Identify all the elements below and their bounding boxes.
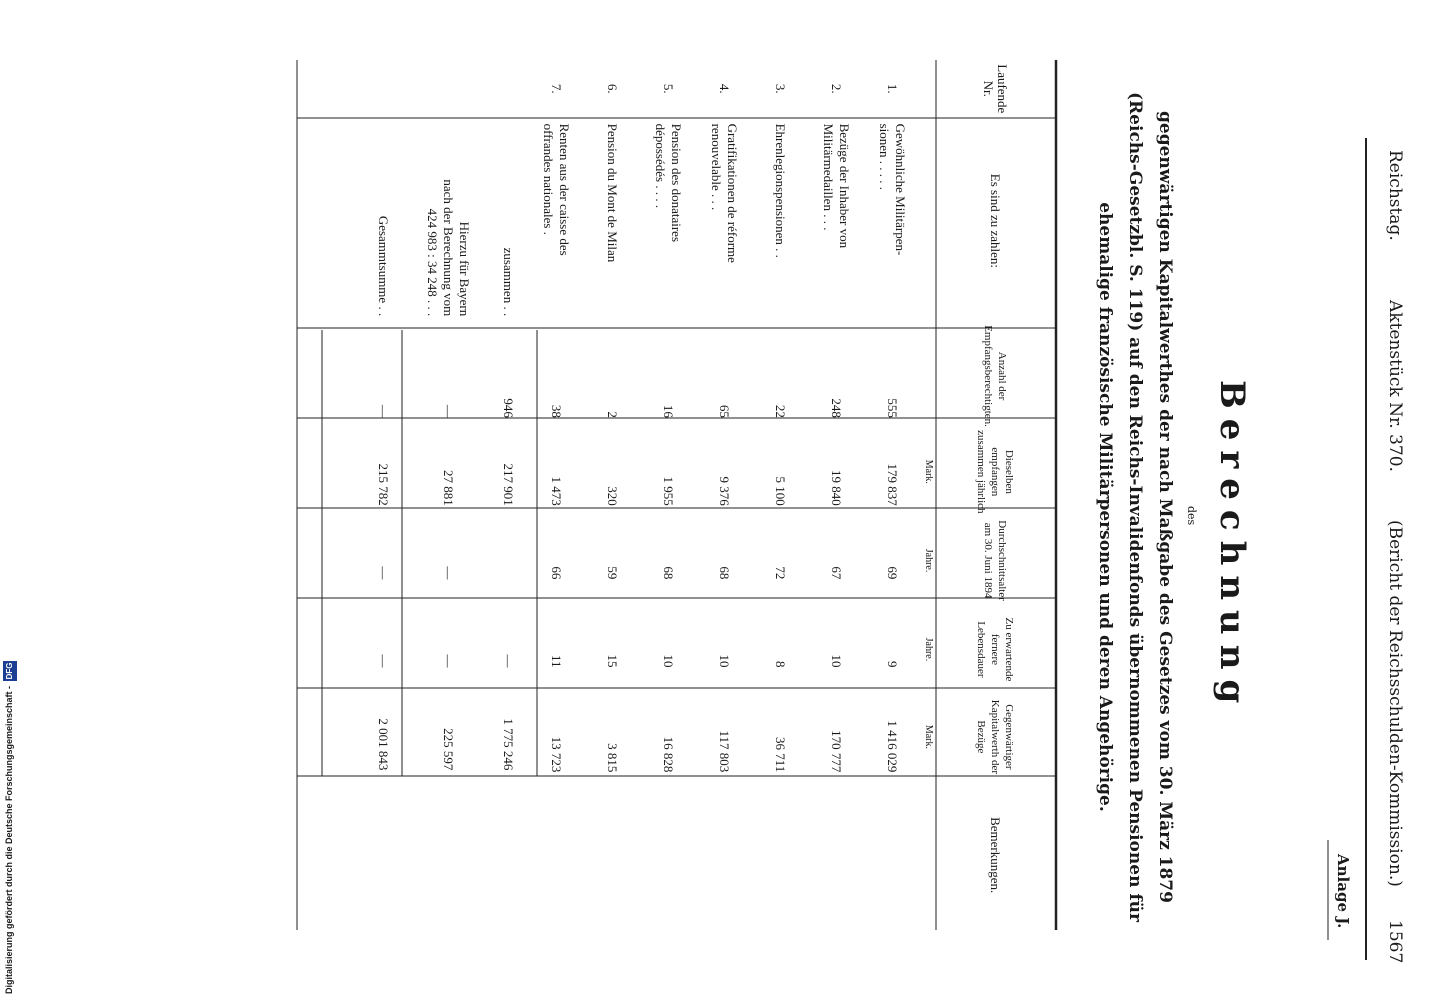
row-avg-age: 66 — [549, 566, 564, 580]
row-count: 2 — [605, 411, 620, 418]
row-no: 7. — [549, 83, 564, 94]
row-amount: 320 — [605, 486, 620, 506]
row-count: 65 — [717, 404, 732, 418]
row-amount: 1 955 — [661, 476, 676, 506]
subtotal-row-amount: 217 901 — [501, 463, 516, 506]
bavaria-row-capital: 225 597 — [441, 728, 456, 771]
bavaria-row-life: — — [441, 654, 456, 668]
row-avg-age: 69 — [885, 566, 900, 580]
row-amount: 1 473 — [549, 476, 564, 506]
row-amount: 5 100 — [773, 476, 788, 506]
row-amount: 9 376 — [717, 476, 732, 506]
bavaria-row-amount: 27 881 — [441, 470, 456, 506]
total-row-label: Gesammtsumme . . — [376, 215, 391, 317]
row-no: 2. — [829, 83, 844, 94]
row-capital: 1 416 029 — [885, 720, 900, 773]
dfg-logo: DFG — [3, 661, 17, 682]
row-desc-1: Gratifikationen de réforme — [725, 123, 740, 263]
row-avg-age: 72 — [773, 566, 788, 580]
col-header-no: Laufende Nr. — [981, 64, 1010, 114]
bavaria-row-label-2: nach der Berechnung vom — [441, 179, 456, 317]
row-no: 1. — [885, 83, 900, 94]
row-amount: 19 840 — [829, 470, 844, 506]
total-row-capital: 2 001 843 — [376, 718, 391, 771]
row-no: 4. — [717, 83, 732, 94]
bavaria-row-label-1: Hierzu für Bayern — [457, 221, 472, 317]
header-left: Reichstag. — [1385, 150, 1405, 241]
subtotal-row-count: 946 — [501, 398, 516, 418]
header-doc-no: Aktenstück Nr. 370. — [1385, 300, 1405, 472]
bavaria-row-count: — — [441, 404, 456, 418]
row-life: 10 — [829, 654, 844, 668]
unit-avg-age: Jahre. — [923, 548, 934, 573]
row-capital: 16 828 — [661, 736, 676, 773]
row-avg-age: 68 — [661, 566, 676, 580]
row-desc-1: Bezüge der Inhaber von — [837, 123, 852, 249]
header-annex: Anlage J. — [1334, 854, 1352, 929]
row-desc-1: Renten aus der caisse des — [557, 123, 572, 256]
page-title: Berechnung — [1212, 380, 1252, 714]
header-page-number: 1567 — [1385, 920, 1405, 964]
subtotal-row-capital: 1 775 246 — [501, 718, 516, 771]
row-desc-2: renouvelable . . . — [709, 123, 724, 211]
col-header-capital: Gegenwärtiger Kapitalwerth der Bezüge — [975, 699, 1015, 775]
col-header-remarks: Bemerkungen. — [988, 817, 1003, 894]
row-desc-1: Ehrenlegionspensionen . . — [773, 123, 788, 258]
row-desc-1: Gewöhnliche Militärpen- — [893, 123, 908, 256]
row-avg-age: 59 — [605, 566, 620, 580]
row-desc-2: Militärmedaillen . . . — [821, 123, 836, 231]
bavaria-row-label-3: 424 983 : 34 248 . . . — [425, 208, 440, 317]
col-header-count: Anzahl der Empfangsberechtigten. — [982, 325, 1008, 427]
row-capital: 3 815 — [605, 743, 620, 773]
row-life: 10 — [661, 654, 676, 668]
row-desc-2: sionen . . . . . — [877, 123, 892, 191]
row-count: 22 — [773, 404, 788, 418]
row-life: 10 — [717, 654, 732, 668]
total-row-avg-age: — — [376, 566, 391, 580]
page-subtitle: des — [1185, 506, 1198, 526]
col-header-life: Zu erwartende fernere Lebensdauer — [975, 617, 1015, 682]
row-avg-age: 67 — [829, 566, 844, 580]
col-header-avg-age: Durchschnittsalter am 30. Juni 1894 — [982, 520, 1008, 601]
total-row-life: — — [376, 654, 391, 668]
row-amount: 179 837 — [885, 463, 900, 506]
total-row-amount: 215 782 — [376, 463, 391, 506]
digitization-note-text: Digitalisierung gefördert durch die Deutsche Forschungsgemeinschaft - — [4, 685, 14, 994]
row-life: 9 — [885, 661, 900, 668]
row-life: 15 — [605, 654, 620, 668]
unit-capital: Mark. — [923, 724, 934, 749]
row-no: 3. — [773, 83, 788, 94]
row-no: 5. — [661, 83, 676, 94]
header-committee: (Bericht der Reichsschulden-Kommission.) — [1385, 520, 1405, 887]
subtotal-row-label: zusammen . . — [501, 247, 516, 317]
row-desc-1: Pension des donataires — [669, 123, 684, 243]
intro-paragraph: gegenwärtigen Kapitalwerthes der nach Maßgabe des Gesetzes vom 30. März 1879 (Reichs-Gesetzbl. S. 119) auf den Reichs-Invalidenfonds übernommenen Pensionen für ehemalige französische Militärpersonen und deren Angehörige. — [1095, 92, 1175, 922]
row-desc-2: dépossédés . . . . — [653, 123, 668, 209]
total-row-count: — — [376, 404, 391, 418]
row-capital: 170 777 — [829, 730, 844, 773]
row-count: 16 — [661, 404, 676, 418]
row-count: 555 — [885, 398, 900, 418]
row-desc-2: offrandes nationales . — [541, 123, 556, 235]
row-no: 6. — [605, 83, 620, 94]
digitization-note — [2, 604, 16, 994]
row-capital: 36 711 — [773, 737, 788, 773]
row-life: 11 — [549, 654, 564, 668]
row-life: 8 — [773, 661, 788, 668]
row-desc-1: Pension du Mont de Milan — [605, 123, 620, 263]
row-count: 248 — [829, 398, 844, 418]
col-header-amount: Dieselben empfangen zusammen jährlich — [975, 430, 1015, 514]
row-count: 38 — [549, 404, 564, 418]
bavaria-row-avg-age: — — [441, 566, 456, 580]
subtotal-row-life: — — [501, 654, 516, 668]
col-header-desc: Es sind zu zahlen: — [988, 173, 1003, 269]
unit-amount: Mark. — [923, 459, 934, 484]
row-avg-age: 68 — [717, 566, 732, 580]
row-capital: 13 723 — [549, 736, 564, 773]
unit-life: Jahre. — [923, 637, 934, 662]
row-capital: 117 803 — [717, 730, 732, 773]
